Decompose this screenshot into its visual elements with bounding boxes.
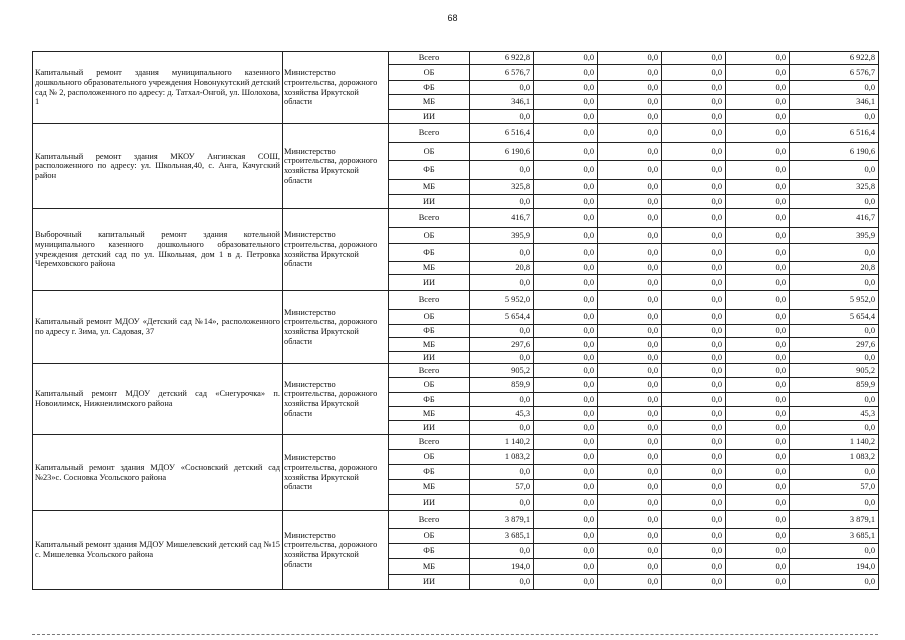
amount-cell: 0,0: [598, 544, 662, 559]
amount-cell: 0,0: [790, 161, 879, 180]
amount-cell: 0,0: [598, 495, 662, 511]
amount-cell: 0,0: [662, 275, 726, 291]
amount-cell: 0,0: [470, 575, 534, 590]
amount-cell: 0,0: [726, 262, 790, 275]
funding-source-cell: ФБ: [389, 81, 470, 95]
table-row: [33, 364, 879, 378]
amount-cell: 0,0: [534, 407, 598, 421]
funding-source-cell: Всего: [389, 435, 470, 450]
funding-source-cell: ОБ: [389, 310, 470, 325]
amount-cell: 0,0: [662, 480, 726, 495]
amount-cell: 0,0: [598, 575, 662, 590]
table-body: [33, 52, 879, 590]
amount-cell: 0,0: [662, 495, 726, 511]
amount-cell: 0,0: [470, 465, 534, 480]
funding-source-cell: ФБ: [389, 393, 470, 407]
funding-source-cell: Всего: [389, 52, 470, 65]
amount-cell: 0,0: [662, 180, 726, 195]
amount-cell: 0,0: [662, 378, 726, 393]
amount-cell: 0,0: [726, 244, 790, 262]
amount-cell: 0,0: [534, 195, 598, 209]
amount-cell: 0,0: [726, 435, 790, 450]
amount-cell: 3 879,1: [470, 511, 534, 529]
object-name-cell: Капитальный ремонт здания МКОУ Ангинская СОШ, расположенного по адресу: ул. Школьная,40, с. Анга, Качугский район: [33, 124, 283, 209]
amount-cell: 45,3: [470, 407, 534, 421]
amount-cell: 859,9: [790, 378, 879, 393]
funding-source-cell: МБ: [389, 95, 470, 110]
amount-cell: 0,0: [726, 338, 790, 352]
amount-cell: 0,0: [662, 407, 726, 421]
amount-cell: 0,0: [726, 559, 790, 575]
page-number: 68: [447, 13, 458, 23]
amount-cell: 0,0: [534, 180, 598, 195]
funding-source-cell: ИИ: [389, 110, 470, 124]
amount-cell: 0,0: [598, 364, 662, 378]
amount-cell: 5 952,0: [470, 291, 534, 310]
amount-cell: 0,0: [726, 209, 790, 228]
amount-cell: 0,0: [790, 421, 879, 435]
amount-cell: 0,0: [598, 161, 662, 180]
amount-cell: 0,0: [726, 378, 790, 393]
amount-cell: 0,0: [662, 511, 726, 529]
amount-cell: 297,6: [470, 338, 534, 352]
table-row: [33, 435, 879, 450]
amount-cell: 0,0: [534, 511, 598, 529]
amount-cell: 0,0: [470, 244, 534, 262]
amount-cell: 0,0: [726, 364, 790, 378]
funding-source-cell: ИИ: [389, 575, 470, 590]
amount-cell: 45,3: [790, 407, 879, 421]
amount-cell: 0,0: [534, 95, 598, 110]
funding-source-cell: Всего: [389, 291, 470, 310]
funding-source-cell: ФБ: [389, 325, 470, 338]
funding-source-cell: ИИ: [389, 195, 470, 209]
amount-cell: 0,0: [534, 393, 598, 407]
amount-cell: 0,0: [598, 378, 662, 393]
amount-cell: 0,0: [662, 393, 726, 407]
amount-cell: 0,0: [662, 195, 726, 209]
amount-cell: 0,0: [726, 465, 790, 480]
amount-cell: 0,0: [662, 310, 726, 325]
funding-source-cell: ФБ: [389, 244, 470, 262]
amount-cell: 0,0: [662, 450, 726, 465]
amount-cell: 0,0: [598, 124, 662, 143]
amount-cell: 0,0: [726, 480, 790, 495]
amount-cell: 0,0: [662, 559, 726, 575]
amount-cell: 0,0: [534, 575, 598, 590]
amount-cell: 0,0: [662, 352, 726, 364]
ministry-cell: Министерство строительства, дорожного хозяйства Иркутской области: [283, 511, 389, 590]
ministry-cell: Министерство строительства, дорожного хозяйства Иркутской области: [283, 291, 389, 364]
amount-cell: 6 190,6: [790, 143, 879, 161]
amount-cell: 6 576,7: [790, 65, 879, 81]
funding-source-cell: Всего: [389, 364, 470, 378]
amount-cell: 6 576,7: [470, 65, 534, 81]
amount-cell: 0,0: [470, 495, 534, 511]
object-name-cell: Капитальный ремонт здания МДОУ «Сосновский детский сад №23»с. Сосновка Усольского района: [33, 435, 283, 511]
amount-cell: 1 083,2: [790, 450, 879, 465]
amount-cell: 0,0: [534, 143, 598, 161]
amount-cell: 0,0: [598, 310, 662, 325]
funding-source-cell: ОБ: [389, 450, 470, 465]
amount-cell: 20,8: [790, 262, 879, 275]
amount-cell: 0,0: [598, 180, 662, 195]
funding-source-cell: Всего: [389, 124, 470, 143]
amount-cell: 0,0: [790, 575, 879, 590]
amount-cell: 0,0: [598, 352, 662, 364]
amount-cell: 0,0: [662, 421, 726, 435]
amount-cell: 0,0: [534, 209, 598, 228]
amount-cell: 0,0: [534, 378, 598, 393]
amount-cell: 0,0: [790, 110, 879, 124]
amount-cell: 0,0: [726, 407, 790, 421]
amount-cell: 6 516,4: [470, 124, 534, 143]
amount-cell: 0,0: [662, 435, 726, 450]
object-name-cell: Капитальный ремонт здания МДОУ Мишелевский детский сад №15 с. Мишелевка Усольского района: [33, 511, 283, 590]
amount-cell: 0,0: [726, 110, 790, 124]
amount-cell: 0,0: [534, 544, 598, 559]
amount-cell: 0,0: [662, 291, 726, 310]
amount-cell: 0,0: [534, 262, 598, 275]
amount-cell: 1 140,2: [470, 435, 534, 450]
amount-cell: 0,0: [790, 393, 879, 407]
funding-source-cell: ИИ: [389, 495, 470, 511]
funding-source-cell: ОБ: [389, 143, 470, 161]
amount-cell: 0,0: [726, 544, 790, 559]
amount-cell: 0,0: [726, 180, 790, 195]
amount-cell: 0,0: [662, 52, 726, 65]
amount-cell: 0,0: [598, 450, 662, 465]
funding-source-cell: МБ: [389, 338, 470, 352]
amount-cell: 20,8: [470, 262, 534, 275]
amount-cell: 0,0: [534, 435, 598, 450]
amount-cell: 0,0: [534, 228, 598, 244]
object-name-cell: Капитальный ремонт здания муниципального казенного дошкольного образовательного учреждения Новонукутский детский сад № 2, расположенного по адресу: д. Татхал-Онгой, ул. Шолохова, 1: [33, 52, 283, 124]
funding-source-cell: ФБ: [389, 544, 470, 559]
amount-cell: 5 654,4: [470, 310, 534, 325]
amount-cell: 0,0: [726, 325, 790, 338]
amount-cell: 0,0: [534, 480, 598, 495]
amount-cell: 0,0: [726, 81, 790, 95]
amount-cell: 0,0: [726, 495, 790, 511]
object-name-cell: Капитальный ремонт МДОУ детский сад «Снегурочка» п. Новоилимск, Нижнеилимского района: [33, 364, 283, 435]
ministry-cell: Министерство строительства, дорожного хозяйства Иркутской области: [283, 209, 389, 291]
object-name-cell: Выборочный капитальный ремонт здания котельной муниципального казенного дошкольного образовательного учреждения детский сад по ул. Школьная, дом 1 в д. Петровка Черемховского района: [33, 209, 283, 291]
amount-cell: 0,0: [598, 407, 662, 421]
amount-cell: 0,0: [598, 511, 662, 529]
amount-cell: 0,0: [598, 529, 662, 544]
amount-cell: 0,0: [534, 325, 598, 338]
ministry-cell: Министерство строительства, дорожного хозяйства Иркутской области: [283, 52, 389, 124]
amount-cell: 0,0: [726, 529, 790, 544]
amount-cell: 0,0: [662, 110, 726, 124]
amount-cell: 0,0: [662, 262, 726, 275]
funding-source-cell: ФБ: [389, 161, 470, 180]
ministry-cell: Министерство строительства, дорожного хозяйства Иркутской области: [283, 364, 389, 435]
amount-cell: 346,1: [470, 95, 534, 110]
amount-cell: 0,0: [534, 244, 598, 262]
amount-cell: 0,0: [662, 529, 726, 544]
amount-cell: 416,7: [470, 209, 534, 228]
amount-cell: 0,0: [598, 209, 662, 228]
amount-cell: 0,0: [726, 291, 790, 310]
amount-cell: 5 952,0: [790, 291, 879, 310]
funding-source-cell: ИИ: [389, 275, 470, 291]
amount-cell: 0,0: [662, 465, 726, 480]
amount-cell: 0,0: [534, 110, 598, 124]
table-row: [33, 52, 879, 65]
amount-cell: 0,0: [726, 143, 790, 161]
funding-source-cell: ИИ: [389, 352, 470, 364]
amount-cell: 905,2: [790, 364, 879, 378]
amount-cell: 0,0: [534, 364, 598, 378]
amount-cell: 0,0: [598, 421, 662, 435]
amount-cell: 0,0: [726, 310, 790, 325]
amount-cell: 194,0: [470, 559, 534, 575]
amount-cell: 6 190,6: [470, 143, 534, 161]
funding-source-cell: МБ: [389, 480, 470, 495]
amount-cell: 0,0: [662, 544, 726, 559]
amount-cell: 0,0: [790, 195, 879, 209]
amount-cell: 6 922,8: [470, 52, 534, 65]
amount-cell: 0,0: [662, 209, 726, 228]
amount-cell: 0,0: [726, 421, 790, 435]
amount-cell: 0,0: [726, 575, 790, 590]
amount-cell: 0,0: [598, 275, 662, 291]
amount-cell: 0,0: [662, 95, 726, 110]
amount-cell: 57,0: [470, 480, 534, 495]
amount-cell: 0,0: [598, 338, 662, 352]
amount-cell: 0,0: [534, 65, 598, 81]
amount-cell: 0,0: [470, 161, 534, 180]
funding-source-cell: МБ: [389, 262, 470, 275]
amount-cell: 0,0: [726, 275, 790, 291]
amount-cell: 0,0: [598, 559, 662, 575]
amount-cell: 3 685,1: [470, 529, 534, 544]
funding-source-cell: ОБ: [389, 529, 470, 544]
amount-cell: 0,0: [598, 81, 662, 95]
budget-table: [32, 51, 879, 590]
amount-cell: 3 685,1: [790, 529, 879, 544]
amount-cell: 0,0: [534, 495, 598, 511]
amount-cell: 0,0: [534, 52, 598, 65]
object-name-cell: Капитальный ремонт МДОУ «Детский сад №14», расположенного по адресу г. Зима, ул. Садовая, 37: [33, 291, 283, 364]
table-row: [33, 511, 879, 529]
amount-cell: 0,0: [662, 364, 726, 378]
funding-source-cell: ИИ: [389, 421, 470, 435]
funding-source-cell: ФБ: [389, 465, 470, 480]
amount-cell: 0,0: [662, 338, 726, 352]
amount-cell: 0,0: [598, 393, 662, 407]
amount-cell: 0,0: [598, 143, 662, 161]
table-row: [33, 209, 879, 228]
amount-cell: 0,0: [726, 195, 790, 209]
amount-cell: 57,0: [790, 480, 879, 495]
amount-cell: 5 654,4: [790, 310, 879, 325]
amount-cell: 0,0: [534, 559, 598, 575]
amount-cell: 0,0: [790, 544, 879, 559]
amount-cell: 0,0: [534, 421, 598, 435]
amount-cell: 6 922,8: [790, 52, 879, 65]
amount-cell: 0,0: [726, 228, 790, 244]
amount-cell: 0,0: [598, 480, 662, 495]
amount-cell: 0,0: [598, 52, 662, 65]
amount-cell: 0,0: [726, 65, 790, 81]
amount-cell: 0,0: [534, 465, 598, 480]
amount-cell: 0,0: [726, 52, 790, 65]
funding-source-cell: Всего: [389, 511, 470, 529]
amount-cell: 0,0: [790, 352, 879, 364]
amount-cell: 297,6: [790, 338, 879, 352]
amount-cell: 0,0: [790, 325, 879, 338]
amount-cell: 0,0: [534, 450, 598, 465]
amount-cell: 0,0: [470, 325, 534, 338]
amount-cell: 0,0: [534, 338, 598, 352]
amount-cell: 0,0: [534, 81, 598, 95]
amount-cell: 0,0: [662, 124, 726, 143]
amount-cell: 0,0: [470, 275, 534, 291]
amount-cell: 0,0: [726, 511, 790, 529]
amount-cell: 0,0: [790, 465, 879, 480]
amount-cell: 0,0: [790, 495, 879, 511]
funding-source-cell: МБ: [389, 407, 470, 421]
amount-cell: 3 879,1: [790, 511, 879, 529]
amount-cell: 194,0: [790, 559, 879, 575]
ministry-cell: Министерство строительства, дорожного хозяйства Иркутской области: [283, 124, 389, 209]
amount-cell: 0,0: [598, 228, 662, 244]
amount-cell: 0,0: [662, 81, 726, 95]
amount-cell: 0,0: [598, 435, 662, 450]
amount-cell: 0,0: [598, 95, 662, 110]
amount-cell: 0,0: [598, 65, 662, 81]
funding-source-cell: ОБ: [389, 228, 470, 244]
amount-cell: 0,0: [598, 465, 662, 480]
amount-cell: 0,0: [662, 65, 726, 81]
amount-cell: 0,0: [790, 244, 879, 262]
amount-cell: 0,0: [662, 143, 726, 161]
funding-source-cell: ОБ: [389, 65, 470, 81]
amount-cell: 0,0: [470, 352, 534, 364]
amount-cell: 0,0: [534, 161, 598, 180]
amount-cell: 325,8: [790, 180, 879, 195]
amount-cell: 0,0: [598, 325, 662, 338]
amount-cell: 346,1: [790, 95, 879, 110]
amount-cell: 0,0: [726, 393, 790, 407]
amount-cell: 416,7: [790, 209, 879, 228]
amount-cell: 0,0: [726, 450, 790, 465]
amount-cell: 395,9: [790, 228, 879, 244]
amount-cell: 0,0: [470, 110, 534, 124]
amount-cell: 325,8: [470, 180, 534, 195]
amount-cell: 0,0: [470, 544, 534, 559]
amount-cell: 0,0: [726, 352, 790, 364]
funding-source-cell: МБ: [389, 180, 470, 195]
amount-cell: 0,0: [534, 124, 598, 143]
amount-cell: 0,0: [726, 161, 790, 180]
amount-cell: 0,0: [598, 195, 662, 209]
page-bottom-edge: [32, 628, 878, 635]
amount-cell: 0,0: [470, 81, 534, 95]
amount-cell: 0,0: [726, 95, 790, 110]
amount-cell: 0,0: [662, 575, 726, 590]
amount-cell: 0,0: [790, 81, 879, 95]
amount-cell: 0,0: [662, 325, 726, 338]
amount-cell: 6 516,4: [790, 124, 879, 143]
amount-cell: 0,0: [662, 161, 726, 180]
table-row: [33, 291, 879, 310]
amount-cell: 0,0: [598, 291, 662, 310]
amount-cell: 0,0: [598, 110, 662, 124]
amount-cell: 0,0: [470, 393, 534, 407]
amount-cell: 0,0: [534, 529, 598, 544]
amount-cell: 0,0: [790, 275, 879, 291]
amount-cell: 0,0: [534, 291, 598, 310]
funding-source-cell: МБ: [389, 559, 470, 575]
amount-cell: 905,2: [470, 364, 534, 378]
amount-cell: 0,0: [534, 310, 598, 325]
amount-cell: 0,0: [470, 421, 534, 435]
amount-cell: 0,0: [662, 244, 726, 262]
amount-cell: 395,9: [470, 228, 534, 244]
amount-cell: 0,0: [534, 275, 598, 291]
funding-source-cell: Всего: [389, 209, 470, 228]
amount-cell: 859,9: [470, 378, 534, 393]
table-row: [33, 124, 879, 143]
amount-cell: 1 140,2: [790, 435, 879, 450]
amount-cell: 0,0: [726, 124, 790, 143]
amount-cell: 0,0: [598, 262, 662, 275]
amount-cell: 1 083,2: [470, 450, 534, 465]
amount-cell: 0,0: [662, 228, 726, 244]
amount-cell: 0,0: [470, 195, 534, 209]
amount-cell: 0,0: [598, 244, 662, 262]
funding-source-cell: ОБ: [389, 378, 470, 393]
amount-cell: 0,0: [534, 352, 598, 364]
ministry-cell: Министерство строительства, дорожного хозяйства Иркутской области: [283, 435, 389, 511]
